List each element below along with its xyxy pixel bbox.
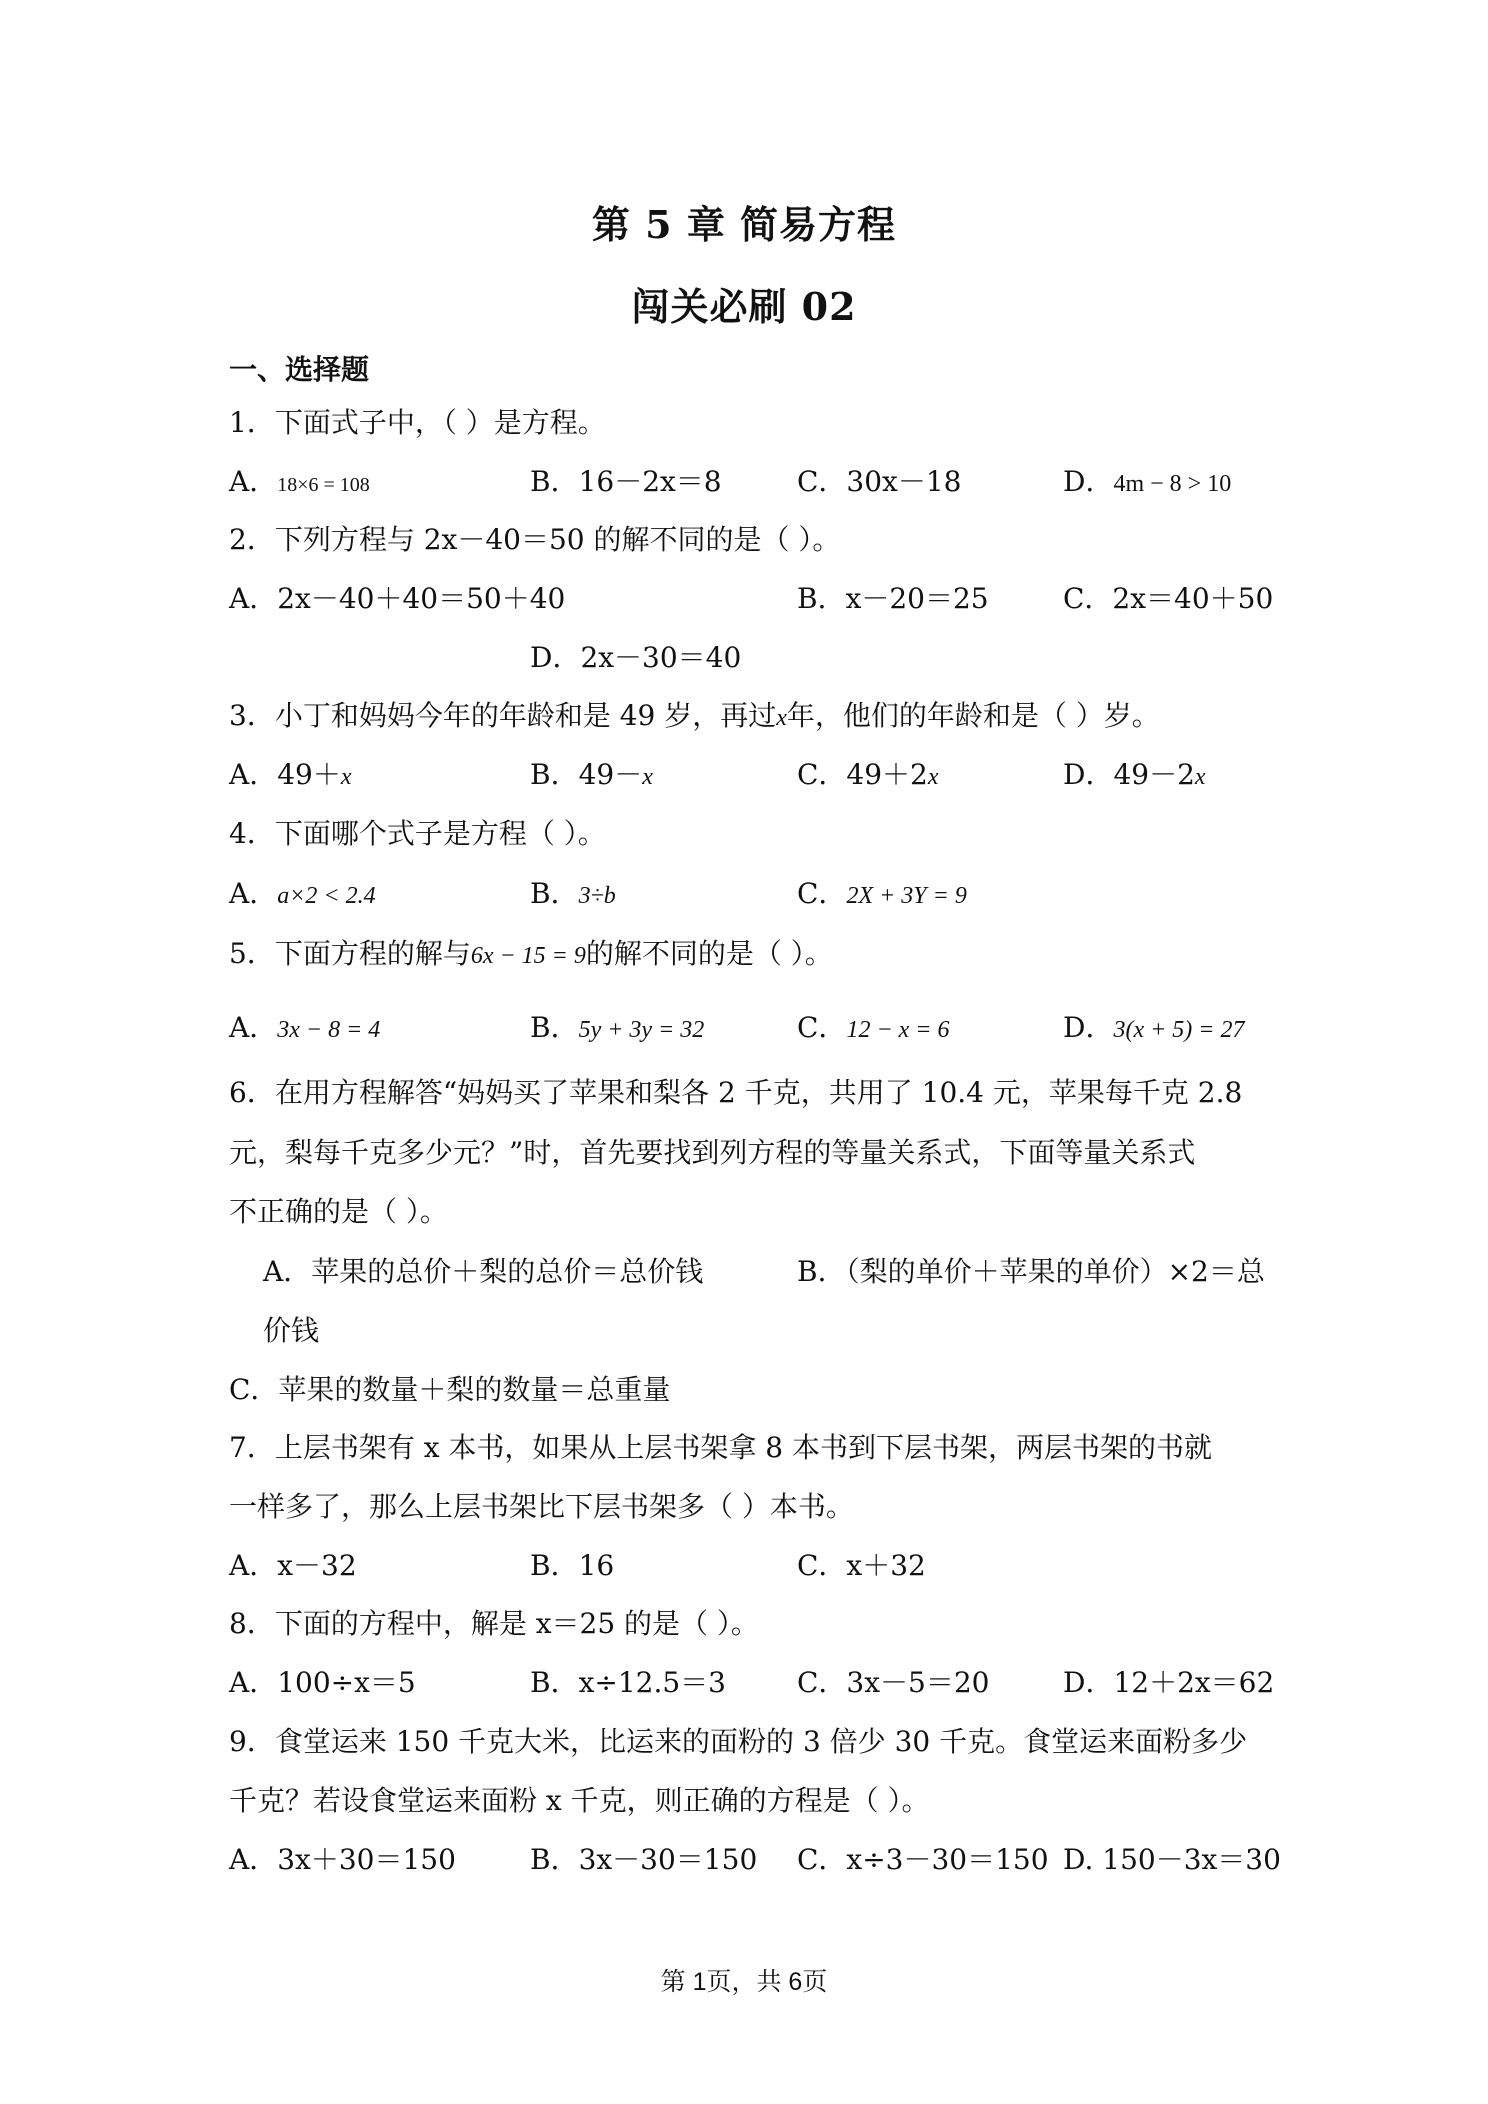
worksheet-subtitle: 闯关必刷 02 [631,284,857,329]
q4-option-a: A．a×2 < 2.4 [229,877,376,910]
q3-option-a: A．49＋x [229,758,352,791]
q4-option-b: B．3÷b [530,877,616,910]
question-9-line-1: 9．食堂运来 150 千克大米，比运来的面粉的 3 倍少 30 千克。食堂运来面粉多少 [229,1725,1248,1758]
q9-option-c: C．x÷3－30＝150 [797,1843,1049,1876]
q8-option-b: B．x÷12.5＝3 [530,1666,726,1699]
q3-option-c: C．49＋2x [797,758,939,791]
q4-option-c: C．2X + 3Y = 9 [797,877,967,910]
q3-option-d: D．49－2x [1063,758,1206,791]
q6-option-b-continued: 价钱 [263,1314,320,1347]
question-4-stem: 4．下面哪个式子是方程（ ）。 [229,817,606,850]
q5-option-c: C．12 − x = 6 [797,1011,950,1044]
q7-option-a: A．x－32 [229,1549,357,1582]
q2-option-b: B．x－20＝25 [797,582,989,615]
q5-option-a: A．3x − 8 = 4 [229,1011,381,1044]
question-8-stem: 8．下面的方程中，解是 x＝25 的是（ ）。 [229,1607,759,1640]
section-heading: 一、选择题 [229,353,370,386]
q8-option-c: C．3x－5＝20 [797,1666,990,1699]
page-footer: 第 1页，共 6页 [660,1968,828,1996]
chapter-title: 第 5 章 简易方程 [591,202,897,247]
q8-option-d: D．12＋2x＝62 [1063,1666,1275,1699]
question-7-line-2: 一样多了，那么上层书架比下层书架多（ ）本书。 [229,1490,854,1523]
q7-option-b: B．16 [530,1549,615,1582]
question-3-stem: 3．小丁和妈妈今年的年龄和是 49 岁，再过x年，他们的年龄和是（ ）岁。 [229,699,1160,732]
q1-option-c: C．30x－18 [797,465,962,498]
q8-option-a: A．100÷x＝5 [229,1666,416,1699]
q9-option-d: D. 150－3x＝30 [1063,1843,1281,1876]
q2-option-d: D．2x－30＝40 [530,641,742,674]
q9-option-b: B．3x－30＝150 [530,1843,758,1876]
q1-option-b: B．16－2x＝8 [530,465,722,498]
q1-option-a: A．18×6 = 108 [229,465,370,498]
q6-option-c: C．苹果的数量＋梨的数量＝总重量 [229,1373,671,1406]
question-2-stem: 2．下列方程与 2x－40＝50 的解不同的是（ ）。 [229,523,841,556]
q7-option-c: C．x＋32 [797,1549,926,1582]
question-9-line-2: 千克？若设食堂运来面粉 x 千克，则正确的方程是（ ）。 [229,1784,930,1817]
q3-option-b: B．49－x [530,758,653,791]
q2-option-a: A．2x－40＋40＝50＋40 [229,582,566,615]
question-6-line-2: 元，梨每千克多少元？”时，首先要找到列方程的等量关系式，下面等量关系式 [229,1136,1196,1169]
q6-option-a: A．苹果的总价＋梨的总价＝总价钱 [263,1255,704,1288]
question-6-line-3: 不正确的是（ ）。 [229,1195,448,1228]
question-6-line-1: 6．在用方程解答“妈妈买了苹果和梨各 2 千克，共用了 10.4 元，苹果每千克 2.8 [229,1076,1243,1109]
q9-option-a: A．3x＋30＝150 [229,1843,456,1876]
q1-option-d: D．4m − 8 > 10 [1063,465,1232,498]
question-1-stem: 1．下面式子中，（ ）是方程。 [229,406,606,439]
q6-option-b: B．（梨的单价＋苹果的单价）×2＝总 [797,1255,1265,1288]
q5-option-d: D．3(x + 5) = 27 [1063,1011,1245,1044]
q5-option-b: B．5y + 3y = 32 [530,1011,705,1044]
question-7-line-1: 7．上层书架有 x 本书，如果从上层书架拿 8 本书到下层书架，两层书架的书就 [229,1431,1213,1464]
q2-option-c: C．2x＝40＋50 [1063,582,1274,615]
question-5-stem: 5．下面方程的解与6x − 15 = 9的解不同的是（ ）。 [229,937,833,970]
